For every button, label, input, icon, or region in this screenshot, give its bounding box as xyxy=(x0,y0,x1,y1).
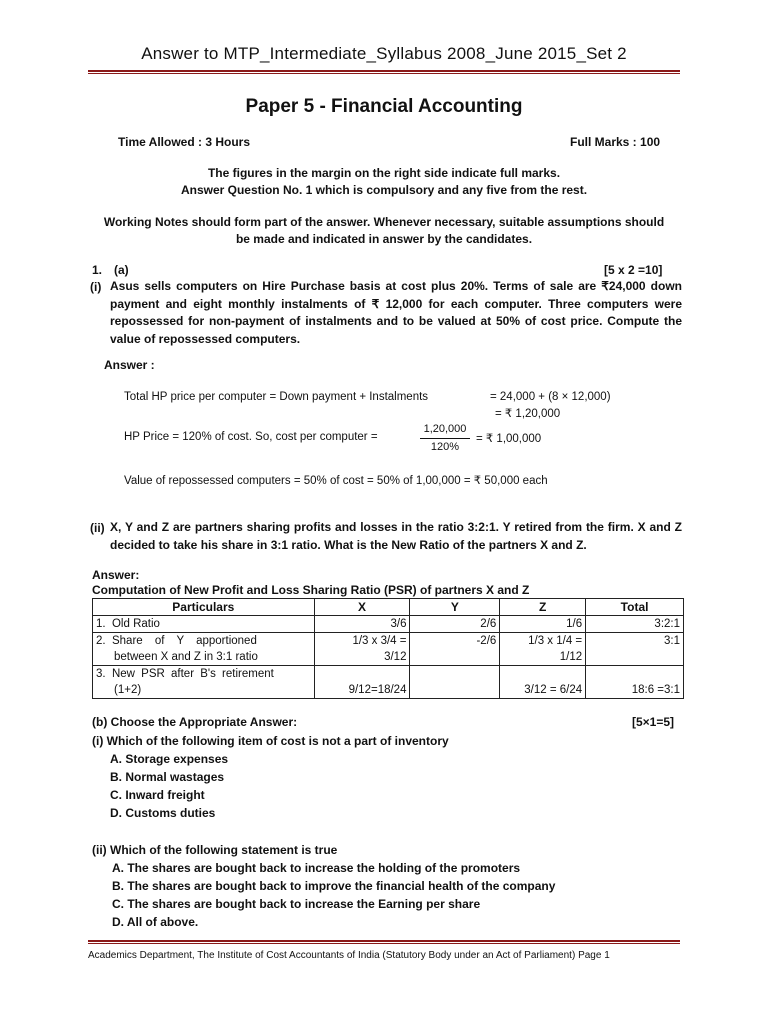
fraction-bar xyxy=(420,438,470,439)
table-title: Computation of New Profit and Loss Sharing Ratio (PSR) of partners X and Z xyxy=(92,583,530,597)
table-cell xyxy=(93,666,315,699)
row-particulars: Share of Y apportioned xyxy=(111,635,257,647)
column-header: Z xyxy=(500,599,586,616)
paper-title: Paper 5 - Financial Accounting xyxy=(245,96,523,117)
table-cell xyxy=(93,616,315,633)
table-cell xyxy=(93,633,315,666)
instruction-line-3: Working Notes should form part of the answer. Whenever necessary, suitable assumptions should xyxy=(103,215,665,229)
sub-question-label: (ii) xyxy=(90,521,105,535)
table-cell: 1/6 xyxy=(500,616,586,633)
calc-total-hp: Total HP price per computer = Down payment + Instalments xyxy=(124,391,429,403)
time-allowed: Time Allowed : 3 Hours xyxy=(118,135,251,149)
full-marks: Full Marks : 100 xyxy=(570,135,661,149)
cell-line: 1/12 xyxy=(559,651,583,663)
table-cell xyxy=(314,633,410,666)
instruction-line-4: be made and indicated in answer by the candidates. xyxy=(235,232,533,246)
answer-label: Answer : xyxy=(104,358,155,372)
cell-line: 3/12 xyxy=(384,651,407,663)
answer-label: Answer: xyxy=(92,568,140,582)
mcq-option: C. Inward freight xyxy=(110,788,205,802)
fraction-denominator: 120% xyxy=(430,441,460,453)
instruction-line-2: Answer Question No. 1 which is compulsory and any five from the rest. xyxy=(180,183,588,197)
header-title: Answer to MTP_Intermediate_Syllabus 2008_June 2015_Set 2 xyxy=(141,44,627,63)
instruction-line-1: The figures in the margin on the right side indicate full marks. xyxy=(207,166,561,180)
mcq-option: D. All of above. xyxy=(112,915,199,929)
header-rule-thin xyxy=(88,73,680,74)
footer-rule xyxy=(88,940,680,942)
fraction-numerator: 1,20,000 xyxy=(423,423,467,435)
mcq-question: (i) Which of the following item of cost is not a part of inventory xyxy=(92,734,449,748)
table-cell: -2/6 xyxy=(410,633,500,666)
sub-question-text: X, Y and Z are partners sharing profits and losses in the ratio 3:2:1. Y retired from the firm. X and Z decided to take his share in 3:1 ratio. What is the New Ratio of the partners X and Z. xyxy=(110,520,682,552)
mcq-option: A. The shares are bought back to increase the holding of the promoters xyxy=(112,861,521,875)
table-cell: 3:2:1 xyxy=(586,616,684,633)
sub-question-label: (i) xyxy=(90,280,102,294)
column-header: Particulars xyxy=(93,599,315,616)
column-header: Y xyxy=(410,599,500,616)
calc-total-hp-result: = ₹ 1,20,000 xyxy=(495,408,561,420)
row-number: 1. xyxy=(96,618,106,630)
table-cell: 2/6 xyxy=(410,616,500,633)
calc-repossessed-value: Value of repossessed computers = 50% of cost = 50% of 1,00,000 = ₹ 50,000 each xyxy=(124,475,548,487)
footer-text: Academics Department, The Institute of Cost Accountants of India (Statutory Body under an Act of Parliament) Page 1 xyxy=(88,950,610,961)
table-row xyxy=(93,616,684,633)
table-header-row xyxy=(93,599,684,616)
row-particulars-cont: between X and Z in 3:1 ratio xyxy=(114,651,258,663)
table-cell xyxy=(500,633,586,666)
section-b-heading: (b) Choose the Appropriate Answer: xyxy=(92,715,298,729)
row-number: 3. xyxy=(96,668,106,680)
psr-table xyxy=(92,598,684,699)
mcq-option: B. The shares are bought back to improve the financial health of the company xyxy=(112,879,556,893)
column-header: X xyxy=(314,599,410,616)
table-cell: 9/12=18/24 xyxy=(314,666,410,699)
mcq-option: B. Normal wastages xyxy=(110,770,225,784)
table-cell: 3/6 xyxy=(314,616,410,633)
row-particulars: New PSR after B's retirement xyxy=(111,668,274,680)
calc-cost-per-computer: HP Price = 120% of cost. So, cost per computer = xyxy=(124,431,378,443)
mcq-question: (ii) Which of the following statement is true xyxy=(92,843,338,857)
cell-line: 1/3 x 3/4 = xyxy=(352,635,407,647)
cell-line: 1/3 x 1/4 = xyxy=(528,635,583,647)
table-cell: 3:1 xyxy=(586,633,684,666)
row-particulars: Old Ratio xyxy=(111,618,160,630)
table-row xyxy=(93,633,684,666)
question-number: 1. xyxy=(92,263,103,277)
section-b-marks: [5×1=5] xyxy=(632,715,675,729)
mcq-option: A. Storage expenses xyxy=(110,752,229,766)
mcq-option: D. Customs duties xyxy=(110,806,216,820)
header-rule xyxy=(88,70,680,72)
table-row xyxy=(93,666,684,699)
table-cell: 3/12 = 6/24 xyxy=(500,666,586,699)
calc-cost-result: = ₹ 1,00,000 xyxy=(476,433,542,445)
row-number: 2. xyxy=(96,635,106,647)
footer-rule-thin xyxy=(88,943,680,944)
question-part: (a) xyxy=(114,263,129,277)
question-marks: [5 x 2 =10] xyxy=(604,263,663,277)
column-header: Total xyxy=(586,599,684,616)
calc-total-hp-value: = 24,000 + (8 × 12,000) xyxy=(490,391,611,403)
table-cell xyxy=(410,666,500,699)
row-particulars-cont: (1+2) xyxy=(114,684,142,696)
sub-question-text: Asus sells computers on Hire Purchase basis at cost plus 20%. Terms of sale are ₹24,000 down payment and eight monthly instalments of ₹ 12,000 for each computer. Three computers were repossessed for non-payment of instalments and to be valued at 50% of cost price. Compute the value of repossessed computers. xyxy=(110,279,682,346)
table-cell: 18:6 =3:1 xyxy=(586,666,684,699)
mcq-option: C. The shares are bought back to increase the Earning per share xyxy=(112,897,481,911)
